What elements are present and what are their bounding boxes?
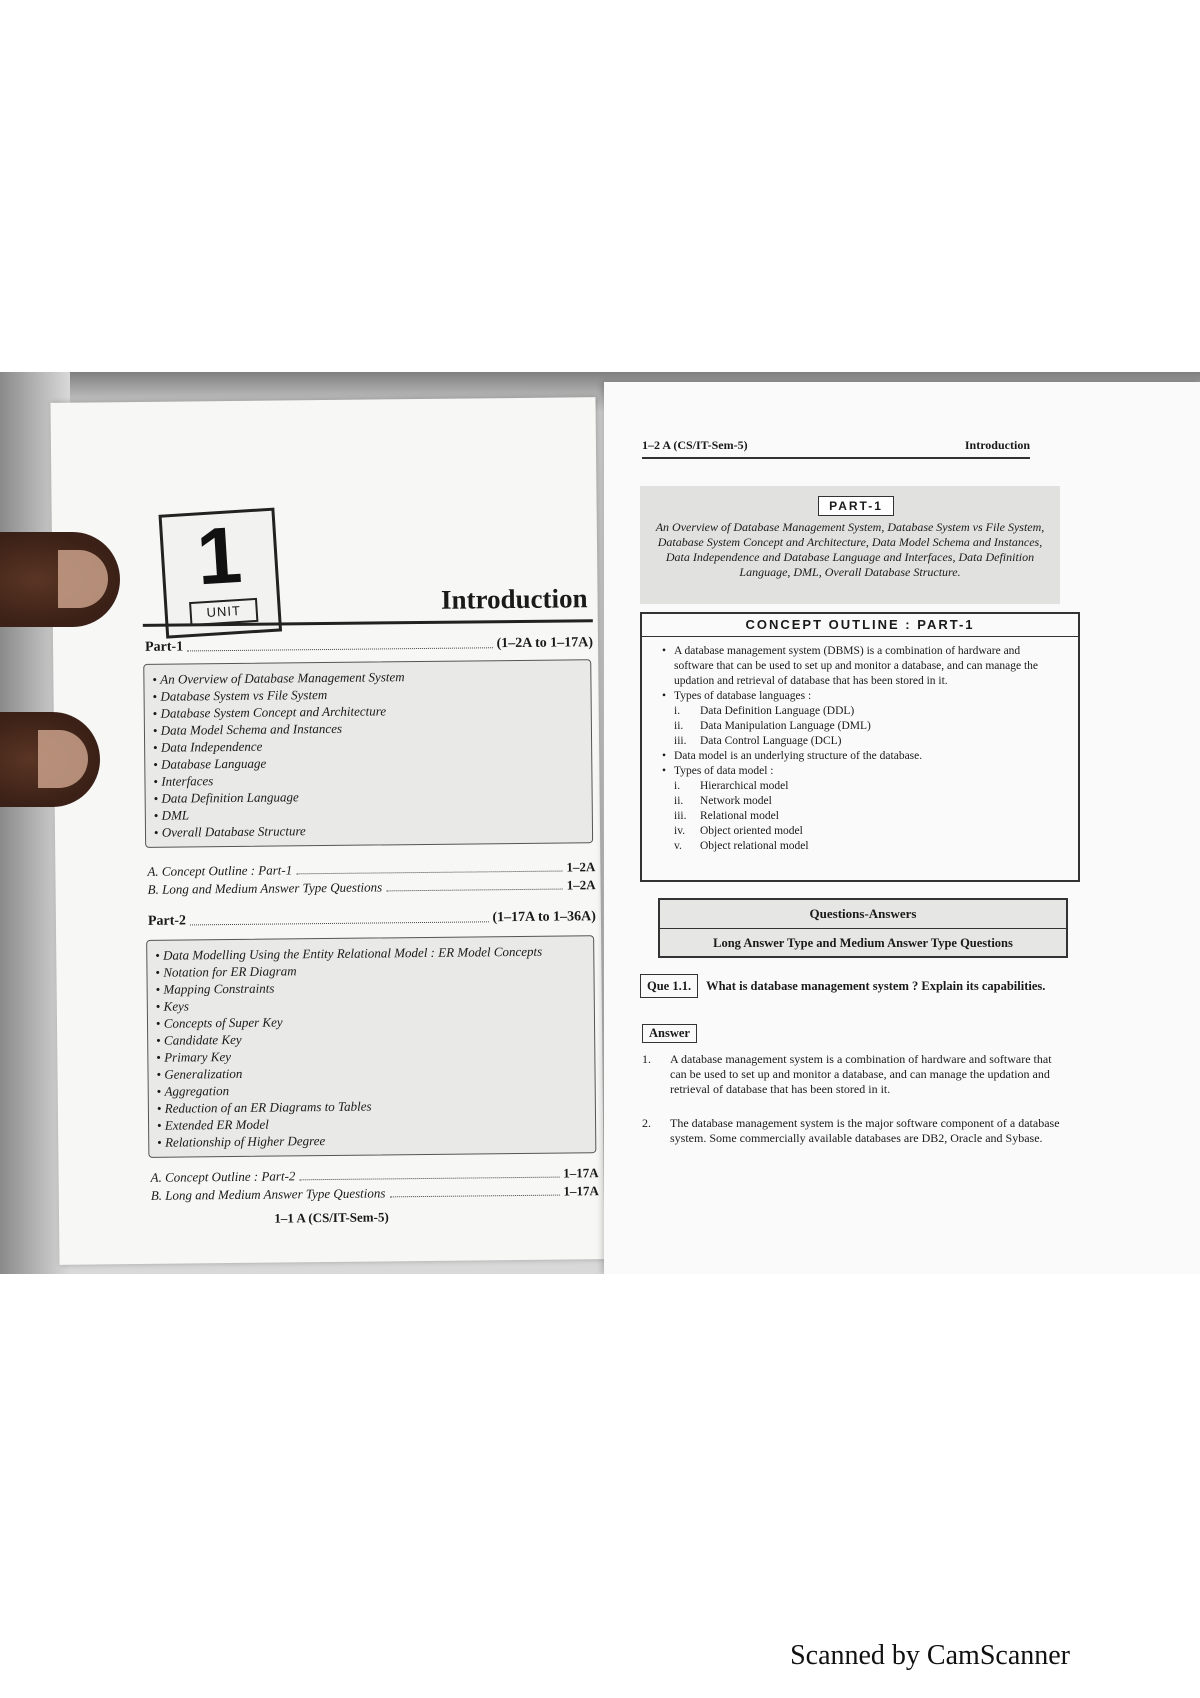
concept-sub-item: iv. Object oriented model: [674, 825, 803, 837]
toc-row: [151, 1183, 599, 1204]
running-header: [642, 438, 1030, 459]
toc-label: A. Concept Outline : Part-2: [150, 1168, 296, 1185]
unit-label: UNIT: [189, 598, 258, 626]
header-page-ref: 1–2 A (CS/IT-Sem-5): [642, 438, 748, 452]
topic-item: • Overall Database Structure: [154, 819, 584, 841]
topic-item: • Primary Key: [156, 1044, 586, 1066]
toc-row: [148, 877, 596, 898]
topic-item: • Data Modelling Using the Entity Relational Model : ER Model Concepts: [155, 942, 585, 964]
topic-item: • Database System vs File System: [152, 683, 582, 705]
answer-item: 1. A database management system is a combination of hardware and software that can be used to set up and monitor a database, and can manage the updation and retrieval of database that has been stored in it.: [642, 1052, 1052, 1096]
thumb: [0, 532, 120, 627]
concept-outline-box: [640, 612, 1080, 882]
topic-item: • Reduction of an ER Diagrams to Tables: [157, 1095, 587, 1117]
topic-item: • Extended ER Model: [157, 1112, 587, 1134]
topic-item: • Aggregation: [157, 1078, 587, 1100]
topic-item: • DML: [154, 802, 584, 824]
part2-label: Part-2: [147, 913, 187, 929]
concept-sub-item: i. Hierarchical model: [674, 780, 789, 792]
topic-item: • Generalization: [156, 1061, 586, 1083]
toc-page: 1–17A: [563, 1165, 599, 1181]
unit-badge: [159, 508, 283, 639]
qa-subtitle: Long Answer Type and Medium Answer Type Questions: [713, 936, 1013, 950]
topic-item: • Notation for ER Diagram: [155, 959, 585, 981]
part2-range: (1–17A to 1–36A): [492, 909, 596, 926]
topic-item: • Keys: [156, 993, 586, 1015]
answer-tag: Answer: [642, 1024, 697, 1043]
part2-topic-box: [146, 935, 596, 1158]
left-book-page: [51, 397, 605, 1265]
part1-label: Part-1: [144, 639, 184, 655]
page-footer: 1–1 A (CS/IT-Sem-5): [274, 1209, 389, 1226]
concept-bullet: • Types of data model :: [660, 764, 1060, 779]
concept-outline-title: CONCEPT OUTLINE : PART-1: [642, 614, 1078, 637]
topic-item: • Concepts of Super Key: [156, 1010, 586, 1032]
part1-range: (1–2A to 1–17A): [496, 635, 594, 652]
topic-item: • Database System Concept and Architecture: [153, 700, 583, 722]
topic-item: • Data Definition Language: [154, 785, 584, 807]
finger: [0, 712, 100, 807]
part1-heading: [145, 635, 593, 656]
toc-label: B. Long and Medium Answer Type Questions: [150, 1185, 386, 1203]
topic-item: • Database Language: [153, 751, 583, 773]
topic-item: • Mapping Constraints: [156, 976, 586, 998]
topic-item: • Data Model Schema and Instances: [153, 717, 583, 739]
part-tag: PART-1: [818, 496, 894, 516]
toc-label: A. Concept Outline : Part-1: [147, 862, 293, 879]
toc-page: 1–2A: [566, 877, 596, 893]
concept-bullet: • A database management system (DBMS) is a combination of hardware and software that can be used to set up and monitor a database, and can manage the updation and retrieval of database that has been stored in it.: [660, 644, 1060, 689]
concept-sub-item: ii. Network model: [674, 795, 772, 807]
concept-sub-item: iii. Data Control Language (DCL): [674, 735, 842, 747]
question-text: What is database management system ? Explain its capabilities.: [706, 979, 1046, 993]
concept-bullet: • Data model is an underlying structure of the database.: [660, 749, 1060, 764]
header-chapter: Introduction: [964, 438, 1030, 452]
part2-heading: [148, 909, 596, 930]
concept-bullet: • Types of database languages :: [660, 689, 1060, 704]
fingernail: [38, 730, 88, 788]
concept-sub-item: ii. Data Manipulation Language (DML): [674, 720, 871, 732]
toc-label: B. Long and Medium Answer Type Questions: [147, 879, 383, 897]
topic-item: • Relationship of Higher Degree: [157, 1129, 587, 1151]
unit-number: 1: [194, 509, 245, 602]
part-banner: [640, 486, 1060, 604]
answer-item: 2. The database management system is the major software component of a database system. Some commercially available databases are DB2, Oracle and Sybase.: [642, 1116, 1060, 1145]
topic-item: • Interfaces: [153, 768, 583, 790]
toc-page: 1–2A: [566, 859, 596, 875]
concept-sub-item: i. Data Definition Language (DDL): [674, 705, 855, 717]
camscanner-watermark: Scanned by CamScanner: [790, 1640, 1070, 1671]
part-description: An Overview of Database Management System, Database System vs File System, Database System Concept and Architecture, Data Model Schema and Instances, Data Independence and Database Language and Interfaces, Data Definition Language, DML, Overall Database Structure.: [655, 520, 1045, 579]
question-tag: Que 1.1.: [640, 974, 698, 998]
right-book-page: [604, 382, 1200, 1274]
question: [640, 974, 1060, 998]
questions-answers-box: [658, 898, 1068, 958]
topic-item: • Data Independence: [153, 734, 583, 756]
topic-item: • Candidate Key: [156, 1027, 586, 1049]
toc-page: 1–17A: [563, 1183, 599, 1199]
scanned-photo: [0, 372, 1200, 1274]
concept-sub-item: iii. Relational model: [674, 810, 779, 822]
toc-row: [151, 1165, 599, 1186]
thumbnail: [58, 550, 108, 608]
part1-topic-box: [143, 659, 593, 848]
qa-title: Questions-Answers: [660, 900, 1066, 929]
concept-sub-item: v. Object relational model: [674, 840, 809, 852]
concept-outline-body: [660, 644, 1060, 854]
chapter-title: Introduction: [440, 583, 588, 615]
topic-item: • An Overview of Database Management System: [152, 666, 582, 688]
toc-row: [147, 859, 595, 880]
